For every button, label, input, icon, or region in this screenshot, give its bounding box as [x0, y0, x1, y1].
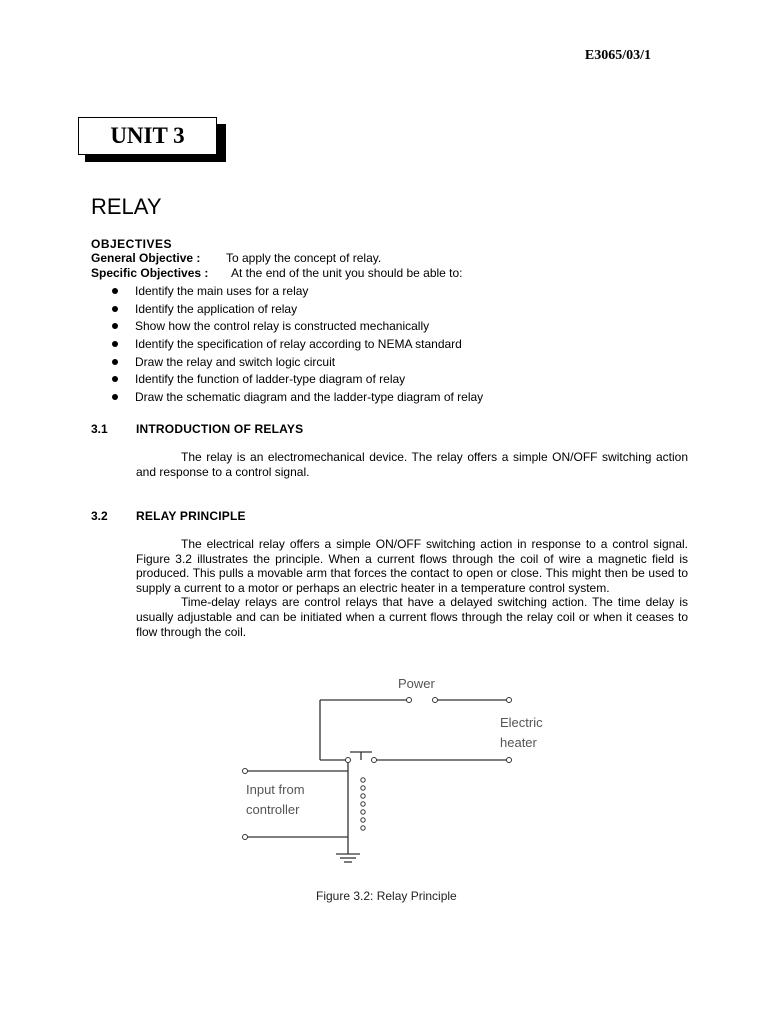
bullet-icon: [112, 306, 118, 312]
list-item: Show how the control relay is constructed mechanically: [112, 319, 483, 337]
document-code: E3065/03/1: [584, 48, 651, 63]
specific-objectives-text: At the end of the unit you should be able to:: [231, 266, 463, 280]
specific-objectives-label: Specific Objectives :: [91, 266, 209, 280]
unit-label: UNIT 3: [78, 117, 217, 155]
section-3-1-number: 3.1: [91, 422, 108, 436]
section-3-1-body: [136, 450, 688, 479]
bullet-icon: [112, 341, 118, 347]
section-3-2-paragraph-1: The electrical relay offers a simple ON/OFF switching action in response to a control signal. Figure 3.2 illustrates the principle. When a current flows through the coil of wire a magnetic field is produced. This pulls a movable arm that forces the contact to open or close. This might then be used to supply a current to a motor or perhaps an electric heater in a temperature control system.: [136, 537, 688, 595]
section-3-1-paragraph: The relay is an electromechanical device. The relay offers a simple ON/OFF switching action and response to a control signal.: [136, 450, 688, 479]
bullet-icon: [112, 323, 118, 329]
relay-principle-figure: [232, 664, 562, 878]
list-item: Identify the application of relay: [112, 302, 483, 320]
objectives-heading: OBJECTIVES: [91, 237, 173, 251]
list-item: Identify the function of ladder-type diagram of relay: [112, 372, 483, 390]
bullet-icon: [112, 359, 118, 365]
contact-terminal-right: [372, 758, 377, 763]
input-terminal-top: [243, 769, 248, 774]
bullet-icon: [112, 376, 118, 382]
specific-objectives-row: [91, 266, 463, 281]
input-label-line1: Input from: [246, 782, 305, 797]
page-title: RELAY: [91, 194, 162, 219]
general-objective-row: [91, 251, 381, 266]
objectives-list: [112, 284, 483, 408]
heater-label-line1: Electric: [500, 715, 543, 730]
power-label: Power: [398, 676, 435, 691]
input-label-line2: controller: [246, 802, 300, 817]
contact-terminal-left: [346, 758, 351, 763]
list-item: Draw the schematic diagram and the ladder-type diagram of relay: [112, 390, 483, 408]
bullet-icon: [112, 288, 118, 294]
section-3-1-title: INTRODUCTION OF RELAYS: [136, 422, 304, 436]
section-3-2-title: RELAY PRINCIPLE: [136, 509, 246, 523]
heater-label-line2: heater: [500, 735, 537, 750]
list-item: Identify the specification of relay according to NEMA standard: [112, 337, 483, 355]
general-objective-label: General Objective :: [91, 251, 201, 265]
input-terminal-bottom: [243, 835, 248, 840]
section-3-2-number: 3.2: [91, 509, 108, 523]
power-terminal-right: [433, 698, 438, 703]
bullet-icon: [112, 394, 118, 400]
relay-coil: [361, 778, 365, 830]
list-item: Identify the main uses for a relay: [112, 284, 483, 302]
power-terminal-end: [507, 698, 512, 703]
general-objective-text: To apply the concept of relay.: [226, 251, 382, 265]
heater-terminal: [507, 758, 512, 763]
section-3-2-body: [136, 537, 688, 639]
power-terminal-left: [407, 698, 412, 703]
section-3-2-paragraph-2: Time-delay relays are control relays that have a delayed switching action. The time delay is usually adjustable and can be initiated when a current flows through the relay coil or when it ceases to flow through the coil.: [136, 595, 688, 639]
figure-caption: Figure 3.2: Relay Principle: [316, 889, 457, 903]
list-item: Draw the relay and switch logic circuit: [112, 355, 483, 373]
